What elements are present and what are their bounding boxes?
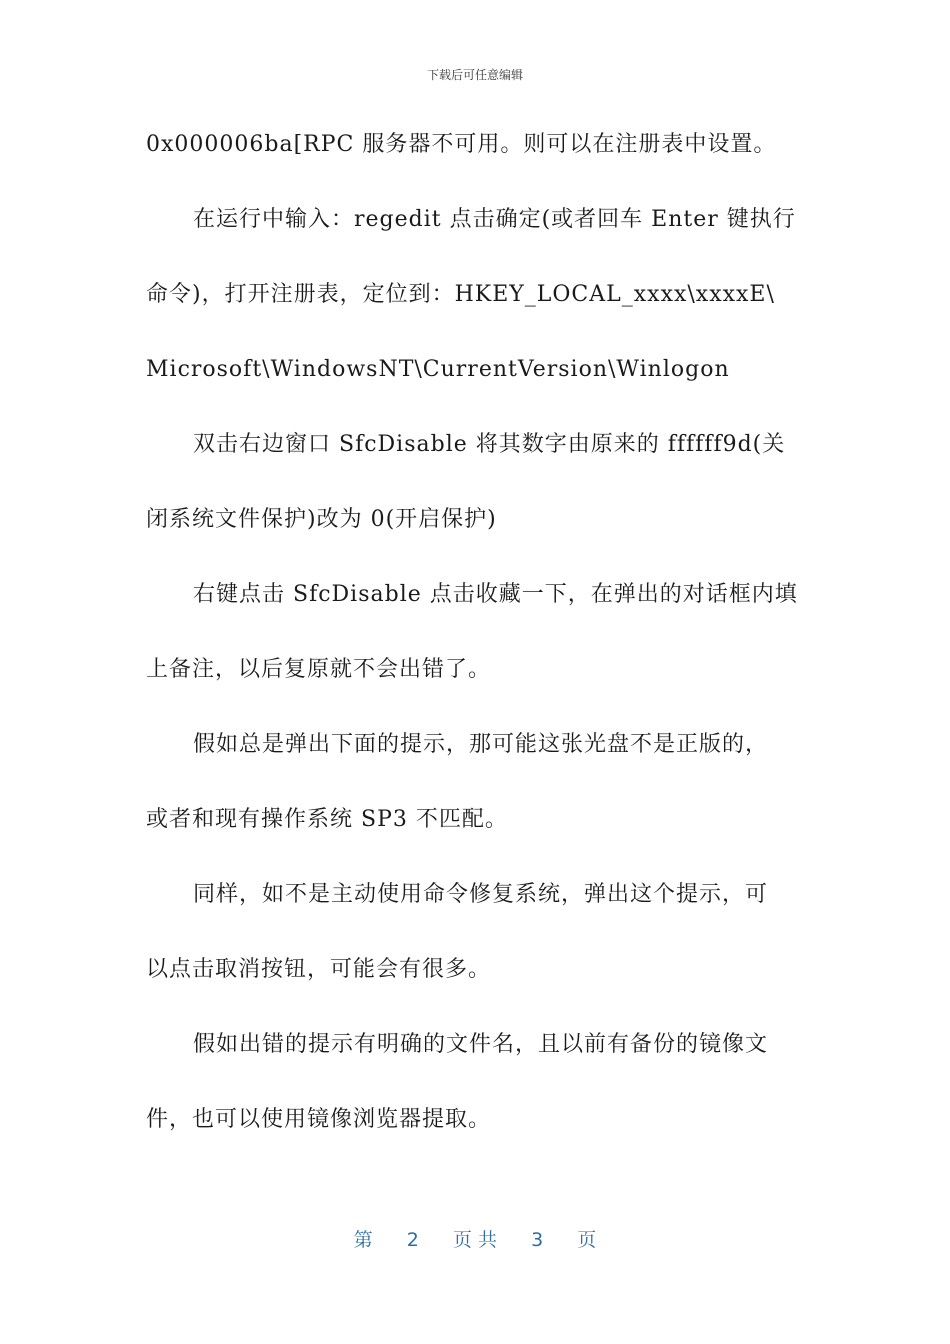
footer-page-number: 2	[406, 1229, 419, 1251]
paragraph-line: 右键点击 SfcDisable 点击收藏一下，在弹出的对话框内填	[193, 582, 798, 607]
paragraph-line: Microsoft\WindowsNT\CurrentVersion\Winlogon	[146, 357, 730, 382]
paragraph-line: 上备注，以后复原就不会出错了。	[146, 657, 492, 682]
page-header-note: 下载后可任意编辑	[426, 68, 523, 82]
paragraph-line: 或者和现有操作系统 SP3 不匹配。	[146, 807, 508, 832]
paragraph-line: 双击右边窗口 SfcDisable 将其数字由原来的 ffffff9d(关	[193, 432, 786, 457]
paragraph-line: 闭系统文件保护)改为 0(开启保护)	[146, 507, 497, 532]
paragraph-line: 命令)，打开注册表，定位到：HKEY_LOCAL_xxxx\xxxxE\	[146, 282, 775, 307]
paragraph-line: 件，也可以使用镜像浏览器提取。	[146, 1107, 492, 1132]
footer-total-pages: 3	[531, 1229, 544, 1251]
paragraph-line: 在运行中输入：regedit 点击确定(或者回车 Enter 键执行	[193, 207, 796, 232]
page-footer	[0, 1225, 950, 1252]
paragraph-line: 假如出错的提示有明确的文件名，且以前有备份的镜像文	[193, 1032, 769, 1057]
footer-suffix: 页	[577, 1229, 597, 1251]
paragraph-line: 假如总是弹出下面的提示，那可能这张光盘不是正版的，	[193, 732, 769, 757]
footer-middle: 页 共	[452, 1229, 498, 1251]
paragraph-line: 同样，如不是主动使用命令修复系统，弹出这个提示，可	[193, 882, 769, 907]
paragraph-line: 0x000006ba[RPC 服务器不可用。则可以在注册表中设置。	[146, 132, 777, 157]
footer-prefix: 第	[353, 1229, 373, 1251]
paragraph-line: 以点击取消按钮，可能会有很多。	[146, 957, 492, 982]
